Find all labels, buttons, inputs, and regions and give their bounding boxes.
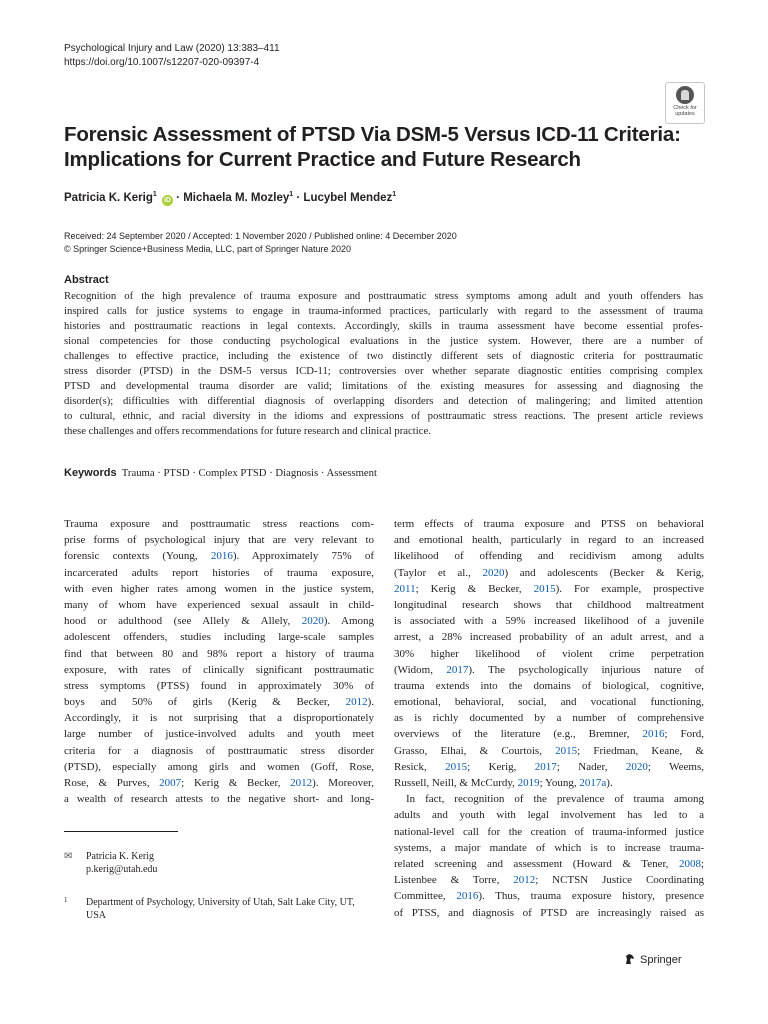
orcid-icon[interactable]: iD — [163, 197, 171, 204]
body-text: as is richly documented by a number of comprehensive — [394, 712, 704, 725]
affiliation-line: Department of Psychology, University of Utah, Salt Lake City, UT, — [86, 897, 355, 908]
body-text: Resick, — [394, 760, 446, 773]
body-text-line — [64, 743, 374, 759]
citation-link[interactable]: 2017 — [534, 760, 557, 773]
body-text-line — [394, 840, 704, 856]
body-text-line — [64, 548, 374, 564]
body-text: of PTSS, and diagnosis of PTSD are increasingly raised as — [394, 906, 704, 919]
check-for-updates-badge[interactable] — [665, 82, 705, 124]
body-text: many of whom have experienced sexual assault in child- — [64, 598, 374, 611]
body-text: find that between 80 and 98% report a history of trauma — [64, 647, 374, 660]
author-affil-sup: 1 — [392, 191, 397, 198]
copyright-line — [64, 243, 457, 256]
body-text-line — [394, 791, 704, 807]
body-text-line — [394, 629, 704, 645]
title-line: Implications for Current Practice and Future Research — [64, 148, 581, 171]
author-affil-sup: 1 — [152, 191, 157, 198]
body-text-line — [64, 759, 374, 775]
body-text-line — [394, 581, 704, 597]
citation-link[interactable]: 2020 — [625, 760, 648, 773]
body-text: Rose, & Purves, — [64, 777, 160, 789]
author-affil-sup: 1 — [289, 191, 294, 198]
citation-link[interactable]: 2020 — [301, 615, 324, 628]
body-text: Accordingly, it is not surprising that a disproportionately — [64, 712, 374, 725]
body-text: with even higher rates among women in the justice system, — [64, 582, 374, 595]
body-text: ). For example, prospective — [555, 582, 704, 595]
body-text: and emotional health, particularly in regard to an increased — [394, 534, 704, 547]
body-text: 30% higher likelihood of violent crime perpetration — [394, 647, 704, 660]
publisher-name: Springer — [640, 954, 682, 966]
body-text: term effects of trauma exposure and PTSS on behavioral — [394, 518, 704, 530]
crossmark-line1: Check for — [673, 105, 697, 111]
abstract-line: histories and posttraumatic reactions in legal contexts. Accordingly, skills in trauma assessment have become essential profes- — [64, 320, 703, 332]
body-text-line — [64, 662, 374, 678]
author-name[interactable]: Lucybel Mendez — [303, 192, 393, 204]
body-text-line — [394, 743, 704, 759]
abstract-line: PTSD and developmental trauma disorder are valid; limitations of the existing measures for assessing and diagnosing the — [64, 380, 703, 392]
footnote-divider — [64, 831, 178, 832]
body-text-line — [394, 662, 704, 678]
history-dates: Received: 24 September 2020 / Accepted: 1 November 2020 / Published online: 4 December 2020 — [64, 231, 457, 241]
affiliation-line: USA — [86, 910, 107, 921]
abstract-line: these challenges and offers recommendations for future research and clinical practice. — [64, 425, 431, 437]
body-text-line — [394, 710, 704, 726]
body-text: ; Kerig, — [467, 760, 535, 773]
body-text: ; Weems, — [647, 760, 704, 773]
body-text: ) and adolescents (Becker & Kerig, — [504, 566, 704, 579]
body-text: is associated with a 59% increased likelihood of a juvenile — [394, 615, 704, 628]
body-text: ). Approximately 75% of — [232, 550, 375, 563]
journal-citation: Psychological Injury and Law (2020) 13:383–411 — [64, 43, 280, 54]
body-text-line — [394, 888, 704, 904]
body-text: ; Ford, — [664, 728, 704, 741]
citation-link[interactable]: 2016 — [210, 550, 233, 563]
body-text: likelihood of offending and recidivism among adults — [394, 550, 704, 563]
body-text: overviews of the literature (e.g., Bremner, — [394, 728, 643, 741]
body-text-line — [394, 678, 704, 694]
body-text: national-level call for the creation of trauma-informed justice — [394, 825, 704, 838]
body-text: hood or adulthood (see Allely & Allely, — [64, 615, 302, 628]
citation-link[interactable]: 2012 — [513, 874, 536, 887]
affiliation-number: 1 — [64, 896, 68, 904]
citation-link[interactable]: 2016 — [456, 890, 479, 903]
keywords — [64, 467, 377, 479]
abstract-line: disorder(s); difficulties with differential diagnosis of overlapping disorders and detection of malingering; and limited attention — [64, 395, 703, 407]
body-text: ; NCTSN Justice Coordinating — [535, 874, 705, 887]
body-text: (Taylor et al., — [394, 566, 483, 579]
body-text: Grasso, Elhai, & Courtois, — [394, 744, 556, 757]
abstract-line: to cultural, ethnic, and racial diversity in the idioms and expressions of posttraumatic stress reactions. The present article reviews — [64, 410, 703, 422]
journal-header — [64, 42, 280, 70]
body-text: ; Kerig & Becker, — [181, 777, 291, 789]
body-text: ). — [367, 696, 374, 709]
copyright-icon: © — [64, 244, 71, 254]
body-text-line — [394, 597, 704, 613]
citation-link[interactable]: 2020 — [482, 566, 505, 579]
body-text: longitudinal research shows that childhood maltreatment — [394, 598, 704, 611]
doi-link[interactable]: https://doi.org/10.1007/s12207-020-09397-4 — [64, 57, 260, 68]
copyright-text: Springer Science+Business Media, LLC, part of Springer Nature 2020 — [73, 244, 352, 254]
body-text: incarcerated adults report histories of trauma exposure, — [64, 566, 374, 579]
body-text: ; Kerig & Becker, — [415, 582, 534, 595]
body-text-line — [64, 516, 374, 532]
body-text: ; — [700, 857, 704, 870]
body-text: boys and 50% of girls (Kerig & Becker, — [64, 696, 346, 709]
citation-link[interactable]: 2011 — [394, 582, 416, 595]
body-text: arrest, a 28% increased probability of an adult arrest, and a — [394, 631, 704, 644]
body-text-line — [394, 726, 704, 742]
body-text-line — [394, 516, 704, 532]
body-text-line — [394, 824, 704, 840]
body-text-line — [64, 629, 374, 645]
body-text-line — [64, 646, 374, 662]
body-text-line — [64, 565, 374, 581]
body-text: ). Moreover, — [312, 777, 374, 789]
body-text: Listenbee & Torre, — [394, 874, 514, 887]
crossmark-icon — [676, 86, 694, 104]
body-text: trauma extends into the domains of biological, cognitive, — [394, 679, 704, 692]
citation-link[interactable]: 2017a — [579, 777, 607, 789]
body-text-line — [394, 759, 704, 775]
body-text: emotional, behavioral, social, and vocational functioning, — [394, 696, 704, 709]
body-text: ; Young, — [539, 777, 580, 789]
title-line: Forensic Assessment of PTSD Via DSM-5 Versus ICD-11 Criteria: — [64, 123, 681, 146]
abstract-line: inspired calls for justice systems to engage in trauma-informed practices, particularly with regard to the assessment of trauma — [64, 305, 703, 317]
body-column-left — [64, 516, 374, 807]
author-name[interactable]: Michaela M. Mozley — [183, 192, 290, 204]
body-text-line — [64, 726, 374, 742]
body-text: forensic contexts (Young, — [64, 550, 211, 563]
correspondence-name: Patricia K. Kerig — [86, 851, 155, 862]
springer-horse-icon — [624, 953, 636, 965]
body-text: a wealth of research attests to the negative short- and long- — [64, 793, 374, 806]
body-text: Trauma exposure and posttraumatic stress reactions com- — [64, 518, 374, 530]
body-text: ). Thus, trauma exposure history, presence — [478, 890, 704, 903]
body-text-line — [64, 678, 374, 694]
body-text: large number of justice-involved adults and youth meet — [64, 728, 374, 741]
publisher-logo — [624, 953, 682, 966]
body-text: adolescent offenders, studies including large-scale samples — [64, 631, 374, 644]
body-text-line — [64, 532, 374, 548]
body-text-line — [394, 856, 704, 872]
citation-link[interactable]: 2015 — [555, 744, 578, 757]
body-text: Committee, — [394, 890, 457, 903]
envelope-icon: ✉ — [64, 851, 73, 862]
body-text: prise forms of psychological injury that are very relevant to — [64, 534, 374, 547]
article-title — [64, 122, 684, 172]
body-text-line — [394, 565, 704, 581]
body-text: ; Nader, — [556, 760, 626, 773]
body-text: ). Among — [323, 615, 375, 628]
body-text-line — [64, 791, 374, 807]
body-text: ). The psychologically injurious nature of — [468, 663, 705, 676]
body-text: systems, a major mandate of which is to increase trauma- — [394, 841, 704, 854]
author-name[interactable]: Patricia K. Kerig — [64, 192, 153, 204]
author-list: Patricia K. Kerig$^1$ iD · Michaela M. Mozley$^1$ · Lucybel Mendez$^1$ — [64, 191, 397, 204]
abstract-body — [64, 289, 703, 439]
citation-link[interactable]: 2017 — [446, 663, 469, 676]
crossmark-line2: updates — [675, 111, 695, 117]
citation-link[interactable]: 2012 — [345, 696, 368, 709]
body-text: In fact, recognition of the prevalence of trauma among — [406, 793, 704, 806]
body-text-line — [64, 694, 374, 710]
abstract-line: challenges to effective practice, including the existence of two distinctly different sets of diagnostic criteria for posttraumatic — [64, 350, 703, 362]
body-text-line — [394, 807, 704, 823]
body-text-line — [394, 775, 704, 791]
citation-link[interactable]: 2008 — [678, 857, 701, 870]
citation-link[interactable]: 2012 — [290, 777, 313, 789]
keywords-label: Keywords — [64, 467, 117, 479]
abstract-line: stress disorder (PTSD) in the DSM-5 versus ICD-11; controversies over whether separate diagnostic entities comprising complex — [64, 365, 703, 377]
body-text: adults and youth with legal involvement has led to a — [394, 809, 704, 822]
citation-link[interactable]: 2015 — [445, 760, 468, 773]
abstract-heading: Abstract — [64, 274, 109, 286]
body-text-line — [394, 694, 704, 710]
citation-link[interactable]: 2007 — [159, 777, 182, 789]
body-text-line — [64, 597, 374, 613]
body-text-line — [394, 548, 704, 564]
body-text: ). — [606, 777, 613, 789]
body-text: exposure, with rates of clinically significant posttraumatic — [64, 663, 374, 676]
body-text-line — [64, 775, 374, 791]
body-text-line — [64, 613, 374, 629]
body-text: ; Friedman, Keane, & — [577, 744, 704, 757]
correspondence-email[interactable]: p.kerig@utah.edu — [86, 864, 158, 875]
body-text: criteria for a diagnosis of posttraumatic stress disorder — [64, 744, 374, 757]
body-text: related screening and assessment (Howard & Tener, — [394, 857, 679, 870]
body-text: Russell, Neill, & McCurdy, — [394, 777, 518, 789]
citation-link[interactable]: 2016 — [642, 728, 665, 741]
abstract-line: sional competencies for those conducting psychological evaluations in the justice system. However, there are a number of — [64, 335, 703, 347]
body-text: (Widom, — [394, 663, 447, 676]
citation-link[interactable]: 2015 — [533, 582, 556, 595]
body-column-right — [394, 516, 704, 921]
citation-link[interactable]: 2019 — [517, 777, 540, 789]
body-text-line — [394, 613, 704, 629]
body-text-line — [394, 532, 704, 548]
body-text-line — [64, 581, 374, 597]
keywords-text: Trauma · PTSD · Complex PTSD · Diagnosis · Assessment — [121, 467, 377, 479]
body-text: stress symptoms (PTSS) found in approximately 30% of — [64, 679, 374, 692]
article-dates — [64, 230, 457, 256]
body-text-line — [64, 710, 374, 726]
body-text: (PTSD), especially among girls and women (Goff, Rose, — [64, 760, 374, 773]
abstract-line: Recognition of the high prevalence of trauma exposure and posttraumatic stress symptoms among adult and youth offenders has — [64, 290, 703, 302]
body-text-line — [394, 646, 704, 662]
body-text-line — [394, 872, 704, 888]
body-text-line — [394, 905, 704, 921]
